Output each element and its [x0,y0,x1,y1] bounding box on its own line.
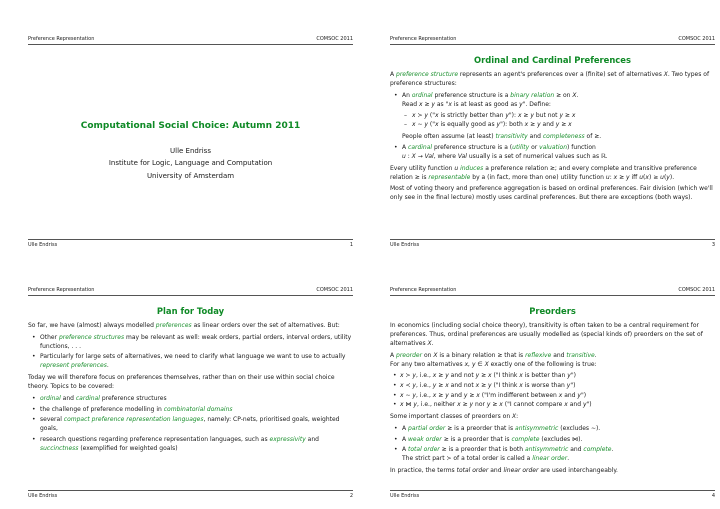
slide-1 [28,12,363,248]
paragraph: Most of voting theory and preference aggregation is based on ordinal preferences. Fair division (which we'll only see in the final lecture) mostly uses cardinal preferences. But there are exceptions (both ways). [390,185,713,202]
title-page [28,120,353,183]
slide-footer [390,490,715,499]
author-name: Ulle Endriss [170,146,211,155]
list-item: • A total order ⪰ is a preorder that is both antisymmetric and complete. The strict part ≻ of a total order is called a linear order. [390,445,715,463]
paragraph: Every utility function u induces a preference relation ⪰; and every complete and transitive preference relation ⪰ is representable by a (in fact, more than one) utility function u: x ⪰ y iff u(x) ≥ u(y). [390,164,697,181]
paragraph: In economics (including social choice theory), transitivity is often taken to be a central requirement for preferences. Thus, ordinal preferences are usually modelled as (special kinds of) preorders on the set of alternatives X. [390,322,703,347]
bullet-list [28,333,353,371]
header-right: COMSOC 2011 [316,36,353,42]
slide-title: Preorders [529,306,576,316]
slide-header [28,287,353,296]
slide-body [28,321,353,456]
list-item: • A cardinal preference structure is a (utility or valuation) function u : X → Val, where Val usually is a set of numerical values such as ℝ. [390,143,715,161]
page-number: 4 [711,493,715,499]
page-number: 3 [711,242,715,248]
header-right: COMSOC 2011 [678,36,715,42]
header-left: Preference Representation [390,36,457,42]
institute-name: Institute for Logic, Language and Computation [108,159,273,167]
slide-title: Ordinal and Cardinal Preferences [474,55,631,65]
slide-body [390,321,715,478]
bullet-list [390,91,715,161]
slide-2 [28,263,363,499]
list-item: • Particularly for large sets of alternatives, we need to clarify what language we want to use to actually represent preferences. [28,352,353,370]
header-left: Preference Representation [28,287,95,293]
paragraph: Some important classes of preorders on X: [390,413,519,421]
footer-author: Ulle Endriss [390,493,420,499]
list-item: • x ≺ y, i.e., y ⪰ x and not x ⪰ y ("I think x is worse than y") [390,381,715,390]
footer-author: Ulle Endriss [28,242,58,248]
paragraph: A preorder on X is a binary relation ⪰ that is reflexive and transitive. For any two alternatives x, y ∈ X exactly one of the following is true: [390,351,597,368]
paragraph: A preference structure represents an agent's preferences over a (finite) set of alternatives X. Two types of preference structures: [390,71,710,87]
paragraph: In practice, the terms total order and linear order are used interchangeably. [390,467,618,475]
slide-footer [28,490,353,499]
list-item: – x ≻ y ("x is strictly better than y"): x ⪰ y but not y ⪰ x [402,111,715,120]
list-item: • ordinal and cardinal preference structures [28,394,353,403]
header-left: Preference Representation [28,36,95,42]
footer-author: Ulle Endriss [28,493,58,499]
slide-header [28,36,353,45]
slide-header [390,36,715,45]
slide-4 [390,263,720,499]
header-right: COMSOC 2011 [678,287,715,293]
list-item: • x ≻ y, i.e., x ⪰ y and not y ⪰ x ("I think x is better than y") [390,371,715,380]
university-name: University of Amsterdam [146,171,235,180]
slide-footer [28,239,353,248]
paragraph: Today we will therefore focus on preferences themselves, rather than on their use within social choice theory. Topics to be covered: [28,374,335,391]
slide-header [390,287,715,296]
list-item: • the challenge of preference modelling in combinatorial domains [28,405,353,414]
slide-title: Plan for Today [156,306,225,316]
list-item: • A weak order ⪰ is a preorder that is complete (excludes ⋈). [390,435,715,444]
header-right: COMSOC 2011 [316,287,353,293]
footer-author: Ulle Endriss [390,242,420,248]
bullet-list [28,394,353,453]
slide-body [390,70,715,205]
list-item: – x ∼ y ("x is equally good as y"): both x ⪰ y and y ⪰ x [402,120,715,129]
list-item: • several compact preference representation languages, namely: CP-nets, prioritised goals, weighted goals, [28,415,353,433]
list-item: • x ⋈ y, i.e., neither x ⪰ y nor y ⪰ x ("I cannot compare x and y") [390,400,715,409]
course-title: Computational Social Choice: Autumn 2011 [80,121,301,131]
page-number: 1 [349,242,353,248]
list-item: • An ordinal preference structure is a binary relation ⪰ on X. Read x ⪰ y as "x is at least as good as y". Define: – x ≻ y ("x is strictly better than y"): x ⪰ y but not y ⪰ x – x ∼ y ("x is equally good as y"): both x ⪰ y and y ⪰ x People often assume (at least) transitivity and completeness of ⪰. [390,91,715,142]
list-item: • A partial order ⪰ is a preorder that is antisymmetric (excludes ∼). [390,424,715,433]
list-item: • research questions regarding preference representation languages, such as expressivity and succinctness (exemplified for weighted goals) [28,435,353,453]
list-item: • Other preference structures may be relevant as well: weak orders, partial orders, interval orders, utility functions, . . . [28,333,353,351]
bullet-list [390,371,715,409]
list-item: • x ∼ y, i.e., x ⪰ y and y ⪰ x ("I'm indifferent between x and y") [390,391,715,400]
bullet-list [390,424,715,464]
slide-3 [390,12,720,248]
header-left: Preference Representation [390,287,457,293]
page-number: 2 [349,493,353,499]
slide-footer [390,239,715,248]
sub-list [402,111,715,130]
paragraph: So far, we have (almost) always modelled preferences as linear orders over the set of alternatives. But: [28,322,340,329]
